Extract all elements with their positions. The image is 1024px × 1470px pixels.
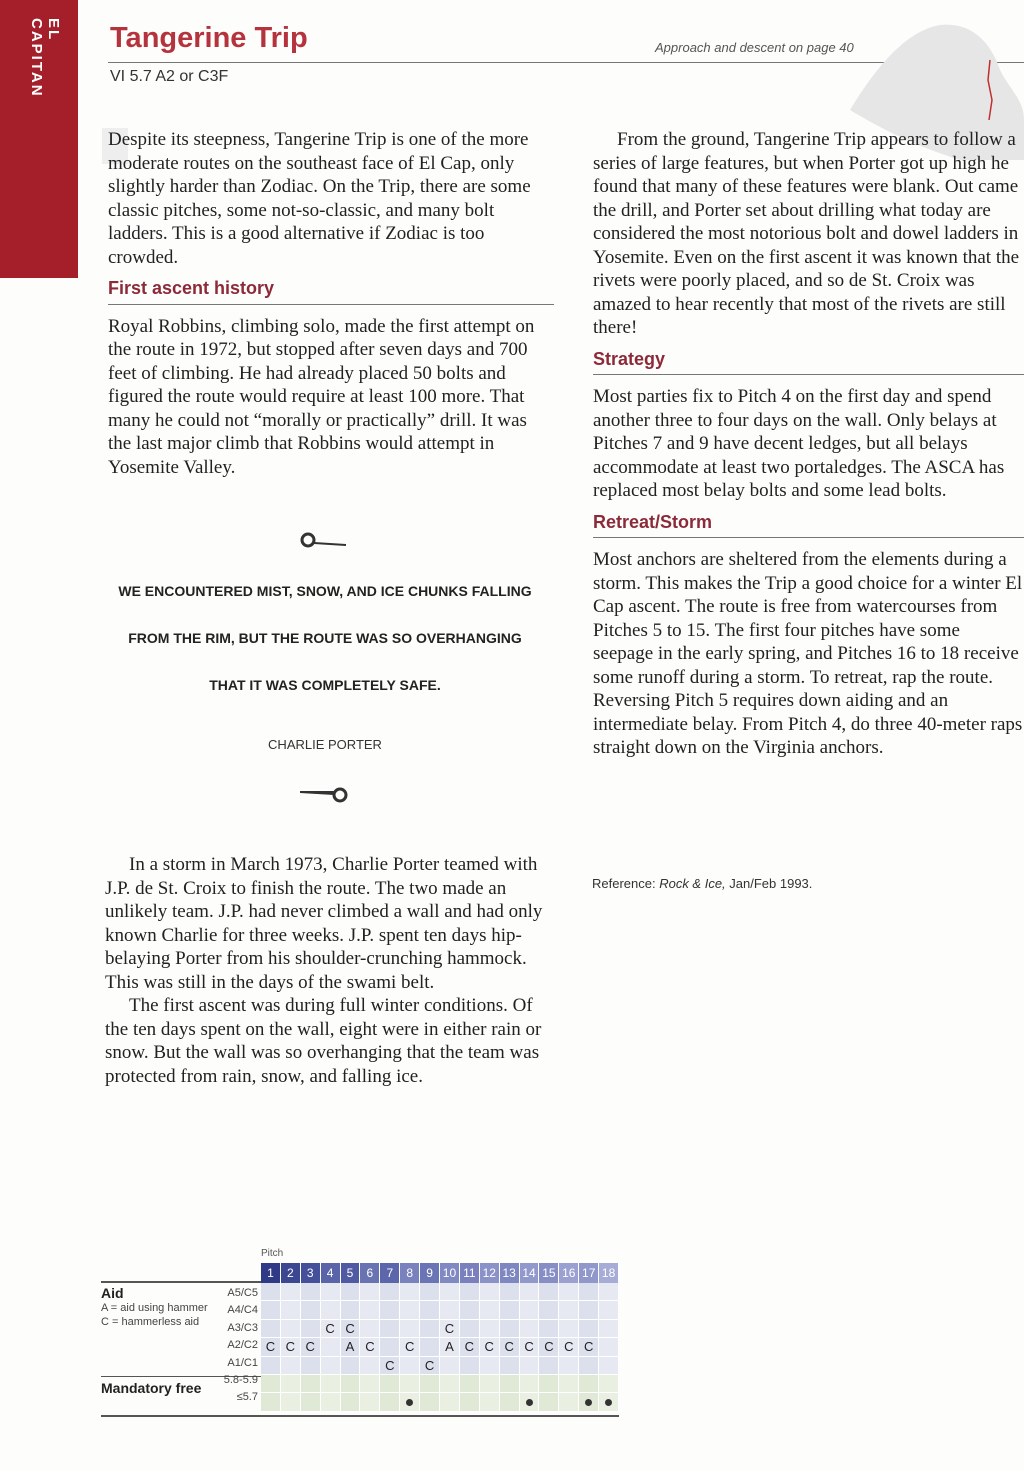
right-paragraph-1: From the ground, Tangerine Trip appears to follow a series of large features, but when Porter got up high he found that many of these features were blank. Out came the drill, and Porter set about drilling what today are considered the most notorious bolt and dowel ladders in Yosemite. Even on the first ascent it was known that the rivets were poorly placed, and so de St. Croix was amazed to hear recently that most of the rivets are still there! — [593, 129, 1020, 338]
pitch-cell — [420, 1338, 440, 1356]
right-column — [593, 128, 1024, 760]
pull-quote-line-1: WE ENCOUNTERED MIST, SNOW, AND ICE CHUNKS FALLING — [118, 583, 532, 599]
pitch-header-4: 4 — [321, 1263, 341, 1283]
pitch-cell — [400, 1320, 420, 1338]
pitch-cell: C — [301, 1338, 321, 1356]
pitch-cell — [539, 1375, 559, 1393]
pitch-cell — [579, 1375, 599, 1393]
pitch-cell: C — [341, 1320, 361, 1338]
pitch-cell — [599, 1393, 619, 1411]
pitch-cell — [599, 1283, 619, 1301]
pitch-cell — [400, 1283, 420, 1301]
pitch-cell — [579, 1283, 599, 1301]
reference-label: Reference: — [592, 876, 660, 891]
pitch-cell — [261, 1393, 281, 1411]
pitch-cell — [480, 1393, 500, 1411]
pitch-cell — [360, 1393, 380, 1411]
grade-label: A3/C3 — [227, 1321, 258, 1334]
pitch-header-9: 9 — [420, 1263, 440, 1283]
route-grade: VI 5.7 A2 or C3F — [110, 68, 229, 85]
pitch-cell — [420, 1301, 440, 1319]
pitch-cell — [500, 1283, 520, 1301]
reference-date: Jan/Feb 1993. — [725, 876, 813, 891]
pitch-cell — [380, 1301, 400, 1319]
pitch-header-11: 11 — [460, 1263, 480, 1283]
pitch-header-18: 18 — [599, 1263, 619, 1283]
pitch-cell: C — [360, 1338, 380, 1356]
pitch-header-8: 8 — [400, 1263, 420, 1283]
pitch-cell — [321, 1357, 341, 1375]
strategy-heading: Strategy — [593, 348, 1024, 376]
pitch-cell — [599, 1301, 619, 1319]
pitch-cell — [321, 1375, 341, 1393]
first-ascent-paragraph-3: The first ascent was during full winter conditions. Of the ten days spent on the wall, eight were in either rain or snow. But the wall was so overhanging that the team was protected from rain, snow, and falling ice. — [105, 995, 542, 1087]
pitch-cell — [440, 1283, 460, 1301]
pitch-cell — [579, 1301, 599, 1319]
pitch-cell — [341, 1375, 361, 1393]
pitch-cell — [559, 1283, 579, 1301]
aid-note-hammer: A = aid using hammer — [101, 1302, 208, 1314]
pitch-cell — [500, 1375, 520, 1393]
pitch-cell — [321, 1393, 341, 1411]
grade-label: 5.8-5.9 — [223, 1373, 258, 1386]
pitch-cell — [360, 1375, 380, 1393]
pitch-cell — [440, 1357, 460, 1375]
pitch-cell — [480, 1283, 500, 1301]
pitch-cell — [520, 1393, 540, 1411]
pitch-cell — [380, 1283, 400, 1301]
aid-title: Aid — [101, 1285, 124, 1301]
pitch-cell — [520, 1283, 540, 1301]
pitch-cell — [460, 1301, 480, 1319]
pitch-header-2: 2 — [281, 1263, 301, 1283]
strategy-paragraph: Most parties fix to Pitch 4 on the first day and spend another three to four days on the wall. Only belays at Pitches 7 and 9 have decent ledges, but all belays accommodate at least two portaledges. The ASCA has replaced most belay bolts and some lead bolts. — [593, 386, 1005, 501]
retreat-paragraph: Most anchors are sheltered from the elements during a storm. This makes the Trip a good choice for a winter El Cap ascent. The route is free from watercourses from Pitches 5 to 15. The first four pitches have some seepage in the early spring, and Pitches 16 to 18 receive some runoff during a storm. To retreat, rap the route. Reversing Pitch 5 requires down aiding and an intermediate belay. From Pitch 4, do three 40-meter raps straight down on the Virginia anchors. — [593, 549, 1023, 758]
pitch-cell — [321, 1283, 341, 1301]
pitch-label: Pitch — [261, 1248, 284, 1259]
pitch-cell — [599, 1357, 619, 1375]
pitch-cell: A — [341, 1338, 361, 1356]
pitch-cell — [301, 1301, 321, 1319]
pitch-cell — [341, 1301, 361, 1319]
pitch-header-12: 12 — [480, 1263, 500, 1283]
pitch-cell — [420, 1320, 440, 1338]
free-climbing-dot — [605, 1399, 612, 1406]
pitch-cell — [599, 1338, 619, 1356]
pitch-cell — [460, 1393, 480, 1411]
pitch-cell — [420, 1283, 440, 1301]
pitch-cell — [520, 1320, 540, 1338]
aid-note-hammerless: C = hammerless aid — [101, 1316, 200, 1328]
pitch-cell — [579, 1393, 599, 1411]
pitch-cell — [261, 1301, 281, 1319]
pitch-cell — [559, 1357, 579, 1375]
pitch-cell: C — [261, 1338, 281, 1356]
pitch-cell — [301, 1357, 321, 1375]
pitch-cell — [599, 1375, 619, 1393]
pitch-cell: C — [460, 1338, 480, 1356]
grade-row-labels — [200, 1285, 258, 1407]
pitch-cell — [261, 1357, 281, 1375]
pitch-cell — [599, 1320, 619, 1338]
pull-quote-author: CHARLIE PORTER — [268, 737, 382, 752]
first-ascent-heading: First ascent history — [108, 277, 554, 305]
pitch-cell — [380, 1338, 400, 1356]
pitch-cell — [440, 1301, 460, 1319]
pitch-cell: C — [500, 1338, 520, 1356]
pitch-cell — [460, 1320, 480, 1338]
pitch-cell: A — [440, 1338, 460, 1356]
pitch-cell: C — [480, 1338, 500, 1356]
pitch-cell: C — [520, 1338, 540, 1356]
pitch-cell: C — [321, 1320, 341, 1338]
pitch-cell: C — [539, 1338, 559, 1356]
pitch-cell: C — [440, 1320, 460, 1338]
pitch-cell — [579, 1320, 599, 1338]
reference-source: Rock & Ice, — [659, 876, 726, 891]
pitch-cell — [460, 1357, 480, 1375]
pitch-header-1: 1 — [261, 1263, 281, 1283]
pull-quote-line-2: FROM THE RIM, BUT THE ROUTE WAS SO OVERHANGING — [128, 630, 522, 646]
pitch-cell — [400, 1393, 420, 1411]
pitch-header-7: 7 — [380, 1263, 400, 1283]
pitch-cell — [301, 1393, 321, 1411]
pitch-header-17: 17 — [579, 1263, 599, 1283]
pitch-cell: C — [579, 1338, 599, 1356]
pitch-cell — [539, 1320, 559, 1338]
pitch-cell — [539, 1393, 559, 1411]
reference-line — [592, 876, 812, 891]
pitch-cell — [281, 1393, 301, 1411]
pitch-cell: C — [559, 1338, 579, 1356]
pitch-cell — [301, 1375, 321, 1393]
route-title: Tangerine Trip — [110, 22, 308, 54]
pitch-cell — [440, 1375, 460, 1393]
intro-section — [108, 128, 554, 479]
pitch-cell — [579, 1357, 599, 1375]
pitch-cell — [380, 1393, 400, 1411]
pitch-cell — [400, 1301, 420, 1319]
pitch-cell — [539, 1301, 559, 1319]
pitch-cell — [480, 1375, 500, 1393]
table-bottom-rule — [101, 1415, 619, 1417]
pitch-cell — [440, 1393, 460, 1411]
pitch-header-10: 10 — [440, 1263, 460, 1283]
pitch-cell — [460, 1283, 480, 1301]
approach-reference: Approach and descent on page 40 — [655, 40, 854, 55]
pitch-header-15: 15 — [539, 1263, 559, 1283]
pitch-cell: C — [420, 1357, 440, 1375]
pitch-cell — [341, 1393, 361, 1411]
aid-legend — [101, 1285, 208, 1329]
mandatory-free-title: Mandatory free — [101, 1380, 202, 1396]
pitch-cell — [341, 1283, 361, 1301]
pitch-header-5: 5 — [341, 1263, 361, 1283]
pitch-cell — [380, 1375, 400, 1393]
pitch-cell — [500, 1301, 520, 1319]
pitch-cell — [281, 1375, 301, 1393]
pitch-cell — [559, 1393, 579, 1411]
pitch-cell — [360, 1357, 380, 1375]
pitch-cell — [281, 1301, 301, 1319]
pitch-cell — [559, 1375, 579, 1393]
grade-label: A1/C1 — [227, 1356, 258, 1369]
pitch-cell — [520, 1301, 540, 1319]
pitch-cell — [559, 1301, 579, 1319]
pitch-cell — [360, 1320, 380, 1338]
pitch-cell — [360, 1283, 380, 1301]
pitch-cell — [520, 1375, 540, 1393]
first-ascent-paragraph-2: In a storm in March 1973, Charlie Porter teamed with J.P. de St. Croix to finish the route. The two made an unlikely team. J.P. had never climbed a wall and had only known Charlie for three weeks. J.P. spent ten days hip-belaying Porter from his shoulder-crunching hammock. This was still in the days of the swami belt. — [105, 854, 543, 993]
pitch-cell — [261, 1320, 281, 1338]
pitch-cell — [301, 1320, 321, 1338]
pitch-cell: C — [281, 1338, 301, 1356]
pitch-cell — [301, 1283, 321, 1301]
free-climbing-dot — [585, 1399, 592, 1406]
intro-paragraph: Despite its steepness, Tangerine Trip is one of the more moderate routes on the southeast face of El Cap, only slightly harder than Zodiac. On the Trip, there are some classic pitches, some not-so-classic, and many bolt ladders. This is a good alternative if Zodiac is too crowded. — [108, 129, 531, 268]
pitch-cell — [539, 1357, 559, 1375]
pitch-cell — [539, 1283, 559, 1301]
pitch-header-6: 6 — [360, 1263, 380, 1283]
pitch-cell — [420, 1393, 440, 1411]
first-ascent-paragraph-1: Royal Robbins, climbing solo, made the first attempt on the route in 1972, but stopped after seven days and 700 feet of climbing. He had already placed 50 bolts and figured the route would require at least 100 more. That many he could not “morally or practically” drill. It was the last major climb that Robbins would attempt in Yosemite Valley. — [108, 315, 535, 478]
pitch-cell — [360, 1301, 380, 1319]
grade-label: A5/C5 — [227, 1287, 258, 1299]
pitch-cell — [559, 1320, 579, 1338]
pitch-cell — [500, 1320, 520, 1338]
pitch-cell — [321, 1301, 341, 1319]
grade-label: ≤5.7 — [236, 1391, 258, 1404]
pull-quote-line-3: THAT IT WAS COMPLETELY SAFE. — [209, 677, 441, 693]
pitch-cell — [281, 1283, 301, 1301]
pitch-grid — [261, 1263, 619, 1412]
pitch-header-13: 13 — [500, 1263, 520, 1283]
pitch-cell — [261, 1375, 281, 1393]
pitch-cell: C — [400, 1338, 420, 1356]
pitch-cell — [500, 1357, 520, 1375]
pitch-cell — [500, 1393, 520, 1411]
pitch-cell — [261, 1283, 281, 1301]
free-climbing-dot — [526, 1399, 533, 1406]
retreat-heading: Retreat/Storm — [593, 511, 1024, 539]
pitch-cell — [460, 1375, 480, 1393]
pitch-header-3: 3 — [301, 1263, 321, 1283]
pitch-cell — [281, 1357, 301, 1375]
pitch-cell — [480, 1357, 500, 1375]
pitch-cell — [281, 1320, 301, 1338]
pitch-cell — [341, 1357, 361, 1375]
side-tab-label: EL CAPITAN — [28, 18, 62, 98]
pitch-cell — [420, 1375, 440, 1393]
grade-label: A4/C4 — [227, 1304, 258, 1317]
pitch-cell — [480, 1301, 500, 1319]
pitch-cell — [520, 1357, 540, 1375]
piton-icon-top — [300, 530, 350, 550]
pitch-cell — [321, 1338, 341, 1356]
free-climbing-dot — [406, 1399, 413, 1406]
grade-label: A2/C2 — [227, 1339, 258, 1352]
pitch-cell — [400, 1357, 420, 1375]
pitch-header-16: 16 — [559, 1263, 579, 1283]
side-tab — [0, 0, 78, 278]
pitch-cell — [380, 1320, 400, 1338]
pitch-cell — [400, 1375, 420, 1393]
piton-icon-bottom — [298, 785, 350, 805]
pitch-header-14: 14 — [520, 1263, 540, 1283]
pitch-cell — [480, 1320, 500, 1338]
pitch-cell: C — [380, 1357, 400, 1375]
first-ascent-continued — [105, 853, 545, 1088]
